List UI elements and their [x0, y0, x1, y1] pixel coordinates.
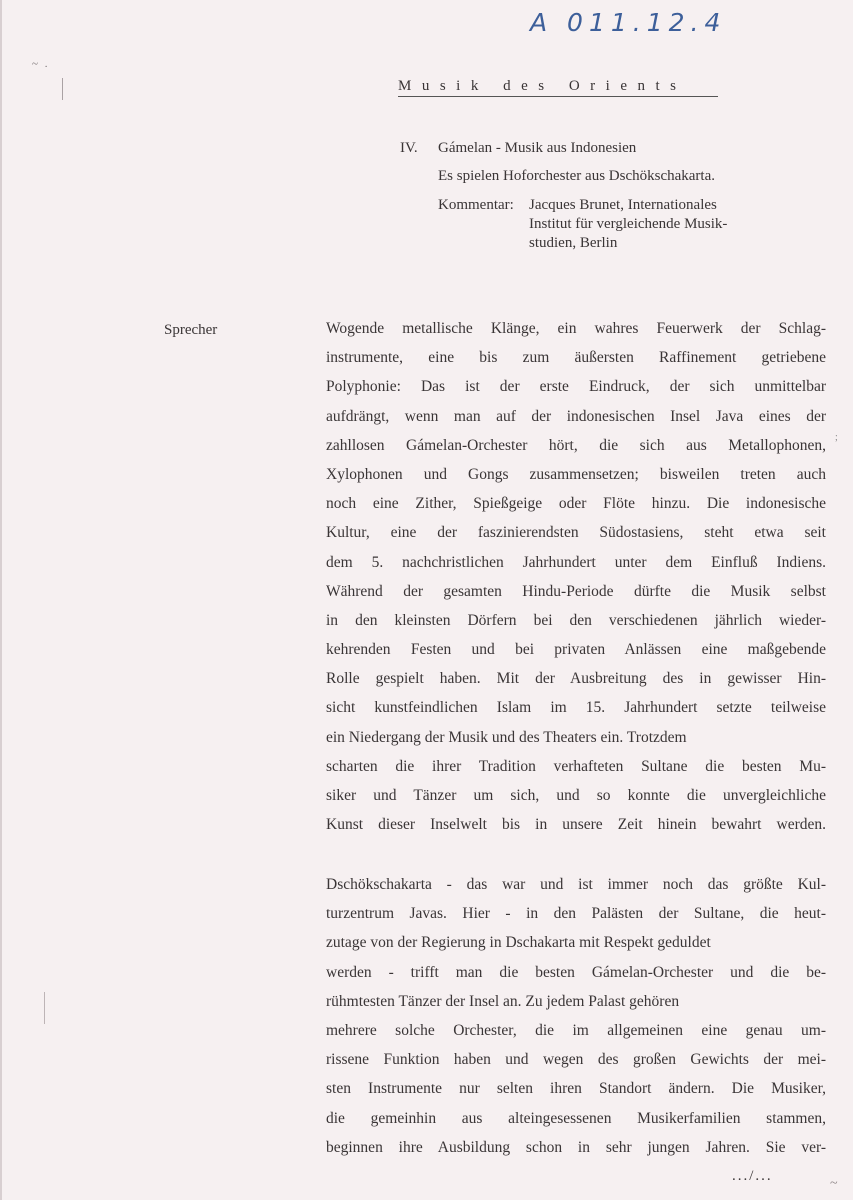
paragraph-2	[326, 870, 826, 1162]
subtitle: Gámelan - Musik aus Indonesien	[438, 140, 637, 156]
paragraph-line: zahllosen Gámelan-Orchester hört, die sich aus Metallophonen,	[326, 436, 826, 454]
paragraph-line: in den kleinsten Dörfern bei den verschiedenen jährlich wieder-	[326, 611, 826, 629]
margin-pen-stroke	[44, 992, 45, 1024]
margin-mark: ;	[835, 432, 838, 443]
paragraph-line: scharten die ihrer Tradition verhafteten Sultane die besten Mu-	[326, 757, 826, 775]
paragraph-line: kehrenden Festen und bei privaten Anlässen eine maßgebende	[326, 641, 826, 659]
paragraph-line: zutage von der Regierung in Dschakarta mit Respekt geduldet	[326, 934, 711, 952]
paragraph-line: Während der gesamten Hindu-Periode dürfte die Musik selbst	[326, 582, 826, 600]
paragraph-line: Polyphonie: Das ist der erste Eindruck, der sich unmittelbar	[326, 378, 826, 396]
paragraph-line: rühmtesten Tänzer der Insel an. Zu jedem Palast gehören	[326, 992, 680, 1010]
archive-number: A 011.12.4	[530, 8, 727, 37]
paragraph-line: Kultur, eine der faszinierendsten Südostasiens, steht etwa seit	[326, 524, 826, 542]
paragraph-line: noch eine Zither, Spießgeige oder Flöte hinzu. Die indonesische	[326, 495, 826, 513]
bottom-corner-mark: ~	[830, 1176, 838, 1191]
paragraph-line: instrumente, eine bis zum äußersten Raffinement getriebene	[326, 349, 826, 367]
commentary-line-3: studien, Berlin	[529, 235, 618, 251]
paragraph-line: Dschökschakarta - das war und ist immer noch das größte Kul-	[326, 876, 826, 893]
document-title: Musik des Orients	[398, 78, 718, 97]
paragraph-line: rissene Funktion haben und wegen des großen Gewichts der mei-	[326, 1051, 826, 1069]
commentary-line-1: Jacques Brunet, Internationales	[529, 197, 717, 213]
paragraph-line: werden - trifft man die besten Gámelan-Orchester und die be-	[326, 963, 826, 981]
paragraph-line: Wogende metallische Klänge, ein wahres Feuerwerk der Schlag-	[326, 320, 826, 337]
paragraph-line: turzentrum Javas. Hier - in den Palästen der Sultane, die heut-	[326, 905, 826, 923]
commentary-line-2: Institut für vergleichende Musik-	[529, 216, 728, 232]
paragraph-line: sicht kunstfeindlichen Islam im 15. Jahrhundert setzte teilweise	[326, 699, 826, 717]
paragraph-line: siker und Tänzer um sich, und so konnte die unvergleichliche	[326, 787, 826, 804]
performers-line: Es spielen Hoforchester aus Dschökschakarta.	[438, 168, 715, 184]
part-number: IV.	[400, 140, 418, 156]
paragraph-line: Kunst dieser Inselwelt bis in unsere Zeit hinein bewahrt werden.	[326, 816, 826, 834]
paragraph-line: Rolle gespielt haben. Mit der Ausbreitung des in gewisser Hin-	[326, 670, 826, 688]
paragraph-line: ein Niedergang der Musik und des Theaters ein. Trotzdem	[326, 728, 687, 746]
corner-pen-stroke	[62, 78, 63, 100]
paragraph-line: die gemeinhin aus alteingesessenen Musikerfamilien stammen,	[326, 1109, 826, 1127]
paragraph-line: aufdrängt, wenn man auf der indonesischen Insel Java eines der	[326, 407, 826, 425]
continuation-marker: .../...	[732, 1168, 773, 1184]
corner-note: ~ .	[32, 58, 50, 70]
paragraph-1	[326, 314, 826, 839]
speaker-label: Sprecher	[164, 322, 218, 338]
paragraph-line: beginnen ihre Ausbildung schon in sehr jungen Jahren. Sie ver-	[326, 1138, 826, 1156]
paragraph-line: sten Instrumente nur selten ihren Standort ändern. Die Musiker,	[326, 1080, 826, 1098]
paragraph-line: Xylophonen und Gongs zusammensetzen; bisweilen treten auch	[326, 465, 826, 483]
paragraph-line: dem 5. nachchristlichen Jahrhundert unter dem Einfluß Indiens.	[326, 553, 826, 571]
commentary-label: Kommentar:	[438, 197, 514, 213]
paragraph-line: mehrere solche Orchester, die im allgemeinen eine genau um-	[326, 1021, 826, 1039]
